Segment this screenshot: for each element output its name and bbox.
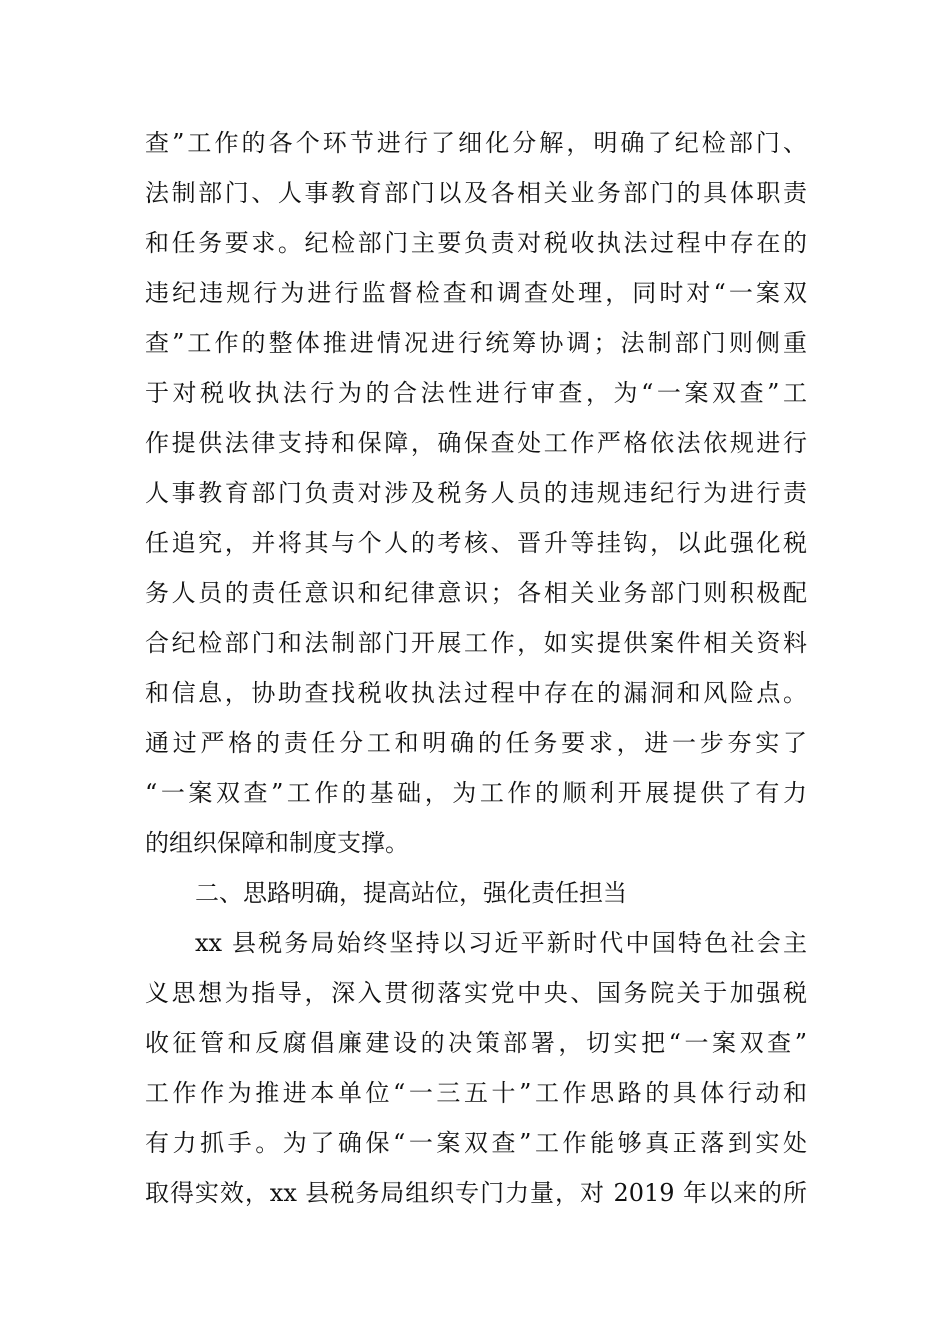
text-line: 的组织保障和制度支撑。	[145, 829, 409, 857]
text-line: 违纪违规行为进行监督检查和调查处理，同时对“一案双	[145, 279, 807, 307]
text-line: xx 县税务局始终坚持以习近平新时代中国特色社会主	[195, 929, 807, 957]
section-heading: 二、思路明确，提高站位，强化责任担当	[195, 879, 627, 907]
paragraph-1	[145, 118, 807, 868]
text-line: 于对税收执法行为的合法性进行审查，为“一案双查”工	[145, 379, 807, 407]
text-line: 取得实效，xx 县税务局组织专门力量，对 2019 年以来的所	[145, 1179, 807, 1207]
text-line: 任追究，并将其与个人的考核、晋升等挂钩，以此强化税	[145, 529, 807, 557]
text-line: 查”工作的各个环节进行了细化分解，明确了纪检部门、	[145, 129, 807, 157]
text-line: 作提供法律支持和保障，确保查处工作严格依法依规进行	[145, 429, 807, 457]
document-page	[145, 118, 807, 1218]
text-line: 收征管和反腐倡廉建设的决策部署，切实把“一案双查”	[145, 1029, 807, 1057]
text-line: “一案双查”工作的基础，为工作的顺利开展提供了有力	[145, 779, 807, 807]
text-line: 有力抓手。为了确保“一案双查”工作能够真正落到实处	[145, 1129, 807, 1157]
paragraph-2	[145, 918, 807, 1218]
text-line: 查”工作的整体推进情况进行统筹协调；法制部门则侧重	[145, 329, 807, 357]
text-line: 人事教育部门负责对涉及税务人员的违规违纪行为进行责	[145, 479, 807, 507]
text-line: 和信息，协助查找税收执法过程中存在的漏洞和风险点。	[145, 679, 807, 707]
text-line: 工作作为推进本单位“一三五十”工作思路的具体行动和	[145, 1079, 807, 1107]
text-line: 和任务要求。纪检部门主要负责对税收执法过程中存在的	[145, 229, 807, 257]
text-line: 务人员的责任意识和纪律意识；各相关业务部门则积极配	[145, 579, 807, 607]
text-line: 通过严格的责任分工和明确的任务要求，进一步夯实了	[145, 729, 807, 757]
text-line: 义思想为指导，深入贯彻落实党中央、国务院关于加强税	[145, 979, 807, 1007]
text-line: 合纪检部门和法制部门开展工作，如实提供案件相关资料	[145, 629, 807, 657]
text-line: 法制部门、人事教育部门以及各相关业务部门的具体职责	[145, 179, 807, 207]
